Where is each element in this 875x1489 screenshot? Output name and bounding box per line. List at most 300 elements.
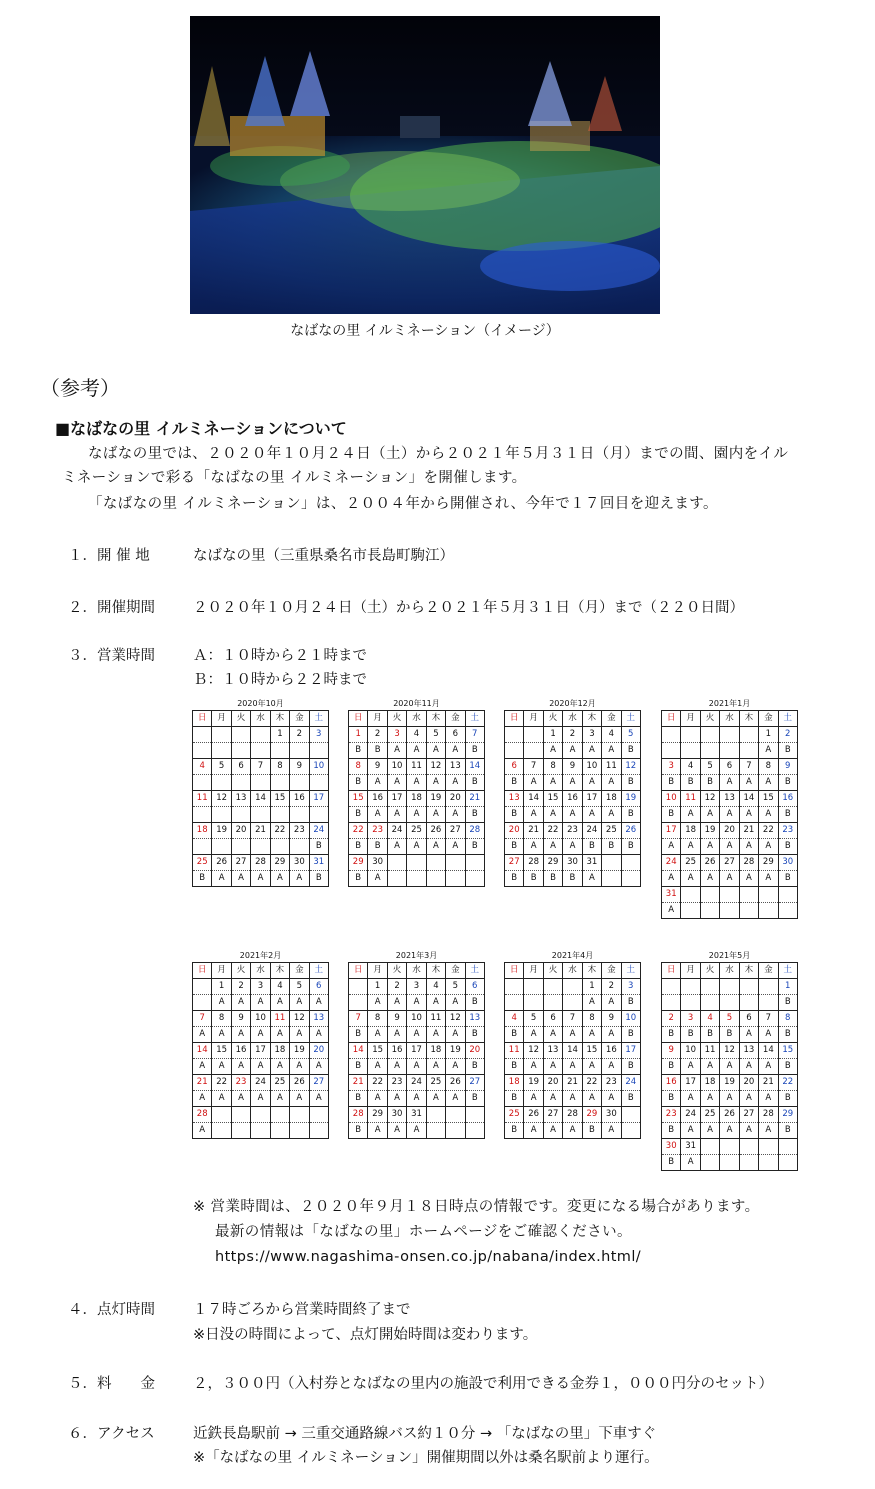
- calendar-day: 5: [700, 759, 719, 775]
- calendar-day: 14: [759, 1043, 778, 1059]
- hours-code: A: [739, 871, 758, 887]
- calendar-day: 20: [505, 823, 524, 839]
- weekday-header: 土: [465, 963, 484, 979]
- calendar-day: 17: [251, 1043, 270, 1059]
- calendar-month: [192, 698, 329, 887]
- calendar-day: 20: [309, 1043, 328, 1059]
- hours-code: [251, 1123, 270, 1139]
- hours-code: A: [700, 871, 719, 887]
- calendar-title: 2021年4月: [551, 951, 594, 960]
- hours-code: A: [759, 871, 778, 887]
- weekday-header: 水: [563, 711, 582, 727]
- calendar-day: [426, 855, 445, 871]
- calendar-day: 8: [368, 1011, 387, 1027]
- hours-code: A: [524, 1027, 543, 1043]
- weekday-header: 火: [231, 963, 250, 979]
- item-num-period: ２．: [68, 600, 97, 616]
- hours-code: A: [543, 1027, 562, 1043]
- hours-code: [193, 775, 212, 791]
- hours-code: A: [270, 1027, 289, 1043]
- calendar-day: 27: [231, 855, 250, 871]
- hours-code: A: [700, 1091, 719, 1107]
- calendar-day: 2: [387, 979, 406, 995]
- calendar-day: 11: [426, 1011, 445, 1027]
- hours-code: A: [602, 743, 621, 759]
- hours-code: A: [446, 995, 465, 1011]
- calendar-day: [505, 979, 524, 995]
- hours-code: B: [505, 839, 524, 855]
- hours-code: A: [387, 1027, 406, 1043]
- hours-code: A: [387, 743, 406, 759]
- calendar-day: 15: [270, 791, 289, 807]
- calendar-day: 27: [739, 1107, 758, 1123]
- calendar-day: 29: [778, 1107, 797, 1123]
- hours-code: A: [563, 1123, 582, 1139]
- hours-code: [212, 839, 231, 855]
- hours-code: A: [446, 807, 465, 823]
- calendar-day: 2: [778, 727, 797, 743]
- calendar-day: 27: [309, 1075, 328, 1091]
- hours-code: B: [465, 1059, 484, 1075]
- hours-code: A: [231, 995, 250, 1011]
- calendar-day: 2: [231, 979, 250, 995]
- hours-code: A: [759, 743, 778, 759]
- calendar-day: 5: [212, 759, 231, 775]
- hours-code: B: [778, 775, 797, 791]
- calendar-day: 30: [368, 855, 387, 871]
- hours-code: A: [251, 1091, 270, 1107]
- hours-code: B: [621, 1091, 640, 1107]
- calendar-day: 28: [759, 1107, 778, 1123]
- hours-code: A: [739, 839, 758, 855]
- calendar-day: [505, 727, 524, 743]
- calendar-day: 2: [662, 1011, 681, 1027]
- hours-code: A: [426, 839, 445, 855]
- calendar-day: [739, 887, 758, 903]
- hours-code: A: [251, 1027, 270, 1043]
- calendar-day: [193, 727, 212, 743]
- hours-code: A: [543, 807, 562, 823]
- hours-code: A: [681, 1155, 700, 1171]
- hours-code: A: [231, 1091, 250, 1107]
- calendar-day: 11: [505, 1043, 524, 1059]
- calendar-grid: [192, 710, 329, 887]
- weekday-header: 月: [212, 963, 231, 979]
- hours-code: A: [407, 1091, 426, 1107]
- calendar-day: 1: [270, 727, 289, 743]
- weekday-header: 木: [426, 963, 445, 979]
- calendar-day: 15: [368, 1043, 387, 1059]
- hours-code: [349, 995, 368, 1011]
- note-latest-info: 最新の情報は「なばなの里」ホームページをご確認ください。: [215, 1224, 632, 1240]
- calendar-day: [231, 727, 250, 743]
- hours-code: [465, 1123, 484, 1139]
- calendar-day: 18: [700, 1075, 719, 1091]
- hours-code: A: [720, 775, 739, 791]
- hours-code: A: [387, 839, 406, 855]
- weekday-header: 金: [446, 963, 465, 979]
- calendar-day: 8: [543, 759, 562, 775]
- hours-code: [446, 871, 465, 887]
- hours-code: [426, 1123, 445, 1139]
- hours-code: B: [349, 775, 368, 791]
- hours-code: A: [193, 1123, 212, 1139]
- hours-code: [720, 1155, 739, 1171]
- hours-code: [662, 995, 681, 1011]
- hours-code: A: [446, 1091, 465, 1107]
- calendar-day: 8: [778, 1011, 797, 1027]
- hours-code: A: [681, 1059, 700, 1075]
- calendar-day: 11: [193, 791, 212, 807]
- weekday-header: 金: [290, 711, 309, 727]
- hours-code: [212, 1123, 231, 1139]
- hours-code: A: [270, 1059, 289, 1075]
- weekday-header: 月: [212, 711, 231, 727]
- hours-code: B: [349, 839, 368, 855]
- calendar-day: [270, 1107, 289, 1123]
- calendar-day: [681, 727, 700, 743]
- hours-code: [309, 1123, 328, 1139]
- hours-code: A: [739, 1123, 758, 1139]
- calendar-day: [759, 1139, 778, 1155]
- hours-code: A: [426, 1059, 445, 1075]
- calendar-day: 11: [602, 759, 621, 775]
- calendar-day: 28: [193, 1107, 212, 1123]
- weekday-header: 水: [407, 963, 426, 979]
- calendar-day: 13: [720, 791, 739, 807]
- weekday-header: 土: [621, 711, 640, 727]
- calendar-day: 3: [621, 979, 640, 995]
- item-value-access: 近鉄長島駅前 → 三重交通路線バス約１０分 → 「なばなの里」下車すぐ: [193, 1426, 657, 1442]
- hours-code: A: [309, 1027, 328, 1043]
- calendar-month: [504, 950, 641, 1139]
- calendar-day: 11: [407, 759, 426, 775]
- calendar-day: 30: [563, 855, 582, 871]
- hours-code: B: [621, 743, 640, 759]
- hours-code: [212, 743, 231, 759]
- hours-code: A: [407, 1027, 426, 1043]
- calendar-day: [251, 1107, 270, 1123]
- calendar-day: 4: [700, 1011, 719, 1027]
- hours-code: B: [368, 743, 387, 759]
- calendar-day: 23: [662, 1107, 681, 1123]
- hours-code: A: [543, 1123, 562, 1139]
- calendar-day: 3: [681, 1011, 700, 1027]
- hours-code: [505, 743, 524, 759]
- hours-code: A: [602, 775, 621, 791]
- calendar-day: 13: [465, 1011, 484, 1027]
- calendar-day: 17: [681, 1075, 700, 1091]
- calendar-day: 23: [290, 823, 309, 839]
- item-num-access: ６．: [68, 1426, 97, 1442]
- calendar-day: [759, 979, 778, 995]
- calendar-day: [700, 1139, 719, 1155]
- hours-code: [231, 839, 250, 855]
- hours-code: A: [231, 871, 250, 887]
- calendar-day: 9: [662, 1043, 681, 1059]
- hours-code: A: [602, 807, 621, 823]
- calendar-day: 29: [349, 855, 368, 871]
- hours-code: [662, 743, 681, 759]
- hours-code: [426, 871, 445, 887]
- hours-code: [270, 839, 289, 855]
- weekday-header: 金: [759, 711, 778, 727]
- hours-code: A: [426, 1027, 445, 1043]
- calendar-day: 22: [270, 823, 289, 839]
- calendar-day: [193, 979, 212, 995]
- calendar-day: 6: [309, 979, 328, 995]
- hours-code: [290, 1123, 309, 1139]
- calendar-day: 5: [621, 727, 640, 743]
- intro-line-2: ミネーションで彩る「なばなの里 イルミネーション」を開催します。: [62, 470, 527, 486]
- calendar-day: 9: [231, 1011, 250, 1027]
- hours-code: B: [621, 1059, 640, 1075]
- calendar-day: 9: [563, 759, 582, 775]
- hours-code: A: [270, 871, 289, 887]
- calendar-day: 25: [700, 1107, 719, 1123]
- hours-code: [270, 1123, 289, 1139]
- hours-code: B: [349, 1123, 368, 1139]
- weekday-header: 木: [739, 711, 758, 727]
- intro-line-3: 「なばなの里 イルミネーション」は、２００４年から開催され、今年で１７回目を迎えます。: [88, 496, 718, 512]
- hours-code: B: [662, 807, 681, 823]
- hours-code: B: [621, 807, 640, 823]
- calendar-day: [563, 979, 582, 995]
- hours-code: A: [543, 1091, 562, 1107]
- calendar-title: 2021年3月: [395, 951, 438, 960]
- calendar-grid: [348, 710, 485, 887]
- hours-code: [446, 1123, 465, 1139]
- calendar-day: 16: [368, 791, 387, 807]
- hours-code: B: [563, 871, 582, 887]
- hours-code: A: [212, 1091, 231, 1107]
- hours-code: A: [681, 807, 700, 823]
- hours-code: A: [662, 903, 681, 919]
- hours-code: A: [387, 775, 406, 791]
- hours-code: B: [778, 1059, 797, 1075]
- item-label-venue: 開 催 地: [97, 548, 150, 564]
- calendar-month: [348, 698, 485, 887]
- hours-code: B: [465, 1091, 484, 1107]
- calendar-day: [621, 855, 640, 871]
- calendar-day: [720, 979, 739, 995]
- weekday-header: 月: [524, 963, 543, 979]
- calendar-day: 7: [759, 1011, 778, 1027]
- hours-code: [309, 775, 328, 791]
- hours-code: A: [426, 807, 445, 823]
- hours-code: [193, 743, 212, 759]
- calendar-day: 10: [621, 1011, 640, 1027]
- calendar-day: 13: [739, 1043, 758, 1059]
- calendar-day: 26: [621, 823, 640, 839]
- hours-code: [212, 775, 231, 791]
- hours-code: A: [231, 1027, 250, 1043]
- hours-code: [720, 903, 739, 919]
- hours-code: [193, 807, 212, 823]
- calendar-grid: [348, 962, 485, 1139]
- weekday-header: 土: [309, 711, 328, 727]
- hours-code: A: [524, 839, 543, 855]
- hours-code: [251, 775, 270, 791]
- calendar-day: 18: [602, 791, 621, 807]
- calendar-grid: [504, 962, 641, 1139]
- weekday-header: 木: [582, 711, 601, 727]
- calendar-day: 23: [368, 823, 387, 839]
- hours-code: A: [407, 995, 426, 1011]
- hours-code: A: [212, 1059, 231, 1075]
- hours-code: B: [662, 1059, 681, 1075]
- hours-code: A: [407, 1059, 426, 1075]
- calendar-day: 9: [368, 759, 387, 775]
- calendar-day: 10: [387, 759, 406, 775]
- weekday-header: 水: [720, 711, 739, 727]
- hours-code: A: [270, 1091, 289, 1107]
- hours-code: B: [524, 871, 543, 887]
- calendar-day: 17: [407, 1043, 426, 1059]
- hours-code: B: [700, 1027, 719, 1043]
- calendar-day: 18: [407, 791, 426, 807]
- hours-code: A: [582, 743, 601, 759]
- hours-code: B: [778, 839, 797, 855]
- calendar-day: [700, 727, 719, 743]
- calendar-day: 12: [700, 791, 719, 807]
- calendar-day: 17: [387, 791, 406, 807]
- calendar-day: 23: [602, 1075, 621, 1091]
- calendar-day: 2: [563, 727, 582, 743]
- calendar-day: 20: [465, 1043, 484, 1059]
- hours-code: [309, 743, 328, 759]
- hours-code: A: [309, 1059, 328, 1075]
- weekday-header: 火: [387, 711, 406, 727]
- hours-code: A: [681, 839, 700, 855]
- calendar-grid: [504, 710, 641, 887]
- calendar-day: 13: [309, 1011, 328, 1027]
- item-label-period: 開催期間: [97, 600, 155, 616]
- hours-code: A: [582, 995, 601, 1011]
- item-value-fee: ２，３００円（入村券となばなの里内の施設で利用できる金券１，０００円分のセット）: [193, 1376, 773, 1392]
- hours-code: A: [212, 995, 231, 1011]
- hours-code: [778, 1155, 797, 1171]
- hours-code: A: [368, 1091, 387, 1107]
- hours-code: [720, 995, 739, 1011]
- calendar-day: 20: [739, 1075, 758, 1091]
- hours-code: [290, 807, 309, 823]
- calendar-day: 28: [349, 1107, 368, 1123]
- calendar-day: 10: [309, 759, 328, 775]
- calendar-day: [387, 855, 406, 871]
- hours-code: A: [524, 775, 543, 791]
- calendar-day: [662, 727, 681, 743]
- calendar-day: 12: [446, 1011, 465, 1027]
- hours-code: A: [251, 1059, 270, 1075]
- hours-code: B: [465, 743, 484, 759]
- weekday-header: 月: [681, 711, 700, 727]
- calendar-day: 17: [621, 1043, 640, 1059]
- hours-code: B: [505, 1123, 524, 1139]
- calendar-day: 1: [582, 979, 601, 995]
- hours-code: [270, 807, 289, 823]
- hours-code: A: [212, 1027, 231, 1043]
- calendar-day: 28: [465, 823, 484, 839]
- calendar-day: 5: [426, 727, 445, 743]
- hours-code: B: [621, 775, 640, 791]
- calendar-day: 24: [407, 1075, 426, 1091]
- photo-caption: なばなの里 イルミネーション（イメージ）: [290, 323, 560, 339]
- hours-code: A: [387, 1059, 406, 1075]
- hours-code: B: [720, 1027, 739, 1043]
- hours-code: A: [700, 807, 719, 823]
- hours-code: A: [582, 1059, 601, 1075]
- item-label-lighting: 点灯時間: [97, 1302, 155, 1318]
- calendar-day: 21: [563, 1075, 582, 1091]
- calendar-day: 25: [681, 855, 700, 871]
- calendar-day: 31: [309, 855, 328, 871]
- hours-code: A: [563, 775, 582, 791]
- calendar-day: 14: [193, 1043, 212, 1059]
- calendar-day: 6: [446, 727, 465, 743]
- calendar-day: 24: [387, 823, 406, 839]
- hours-code: A: [193, 1059, 212, 1075]
- weekday-header: 日: [662, 963, 681, 979]
- calendar-day: 18: [193, 823, 212, 839]
- calendar-day: 27: [543, 1107, 562, 1123]
- weekday-header: 火: [231, 711, 250, 727]
- calendar-day: [251, 727, 270, 743]
- calendar-day: 21: [251, 823, 270, 839]
- calendar-day: 20: [446, 791, 465, 807]
- hours-code: [700, 995, 719, 1011]
- hours-code: A: [426, 995, 445, 1011]
- calendar-title: 2021年1月: [708, 699, 751, 708]
- calendar-day: [446, 1107, 465, 1123]
- calendar-day: [720, 887, 739, 903]
- hours-code: B: [662, 1155, 681, 1171]
- calendar-day: 31: [681, 1139, 700, 1155]
- hours-code: B: [662, 1027, 681, 1043]
- calendar-day: 12: [524, 1043, 543, 1059]
- hours-code: B: [681, 1027, 700, 1043]
- calendar-day: 22: [778, 1075, 797, 1091]
- hours-code: [720, 743, 739, 759]
- hours-code: B: [349, 1027, 368, 1043]
- hours-code: A: [368, 1027, 387, 1043]
- hours-code: [739, 743, 758, 759]
- calendar-day: 6: [231, 759, 250, 775]
- hours-type-b: Ｂ：１０時から２２時まで: [193, 672, 367, 688]
- hours-code: [465, 871, 484, 887]
- hours-code: A: [407, 1123, 426, 1139]
- calendar-month: [661, 950, 798, 1171]
- calendar-day: 7: [465, 727, 484, 743]
- hours-code: B: [505, 871, 524, 887]
- hours-code: B: [778, 743, 797, 759]
- weekday-header: 日: [193, 711, 212, 727]
- hours-code: B: [582, 839, 601, 855]
- hours-code: [759, 903, 778, 919]
- homepage-link[interactable]: https://www.nagashima-onsen.co.jp/nabana/index.html/: [215, 1249, 642, 1265]
- calendar-grid: [192, 962, 329, 1139]
- weekday-header: 火: [543, 711, 562, 727]
- calendar-day: [465, 1107, 484, 1123]
- hours-code: A: [426, 775, 445, 791]
- calendar-day: 12: [720, 1043, 739, 1059]
- weekday-header: 木: [270, 711, 289, 727]
- hours-code: A: [446, 1059, 465, 1075]
- hours-code: A: [212, 871, 231, 887]
- hours-code: B: [778, 807, 797, 823]
- calendar-day: 28: [524, 855, 543, 871]
- hours-code: B: [465, 1027, 484, 1043]
